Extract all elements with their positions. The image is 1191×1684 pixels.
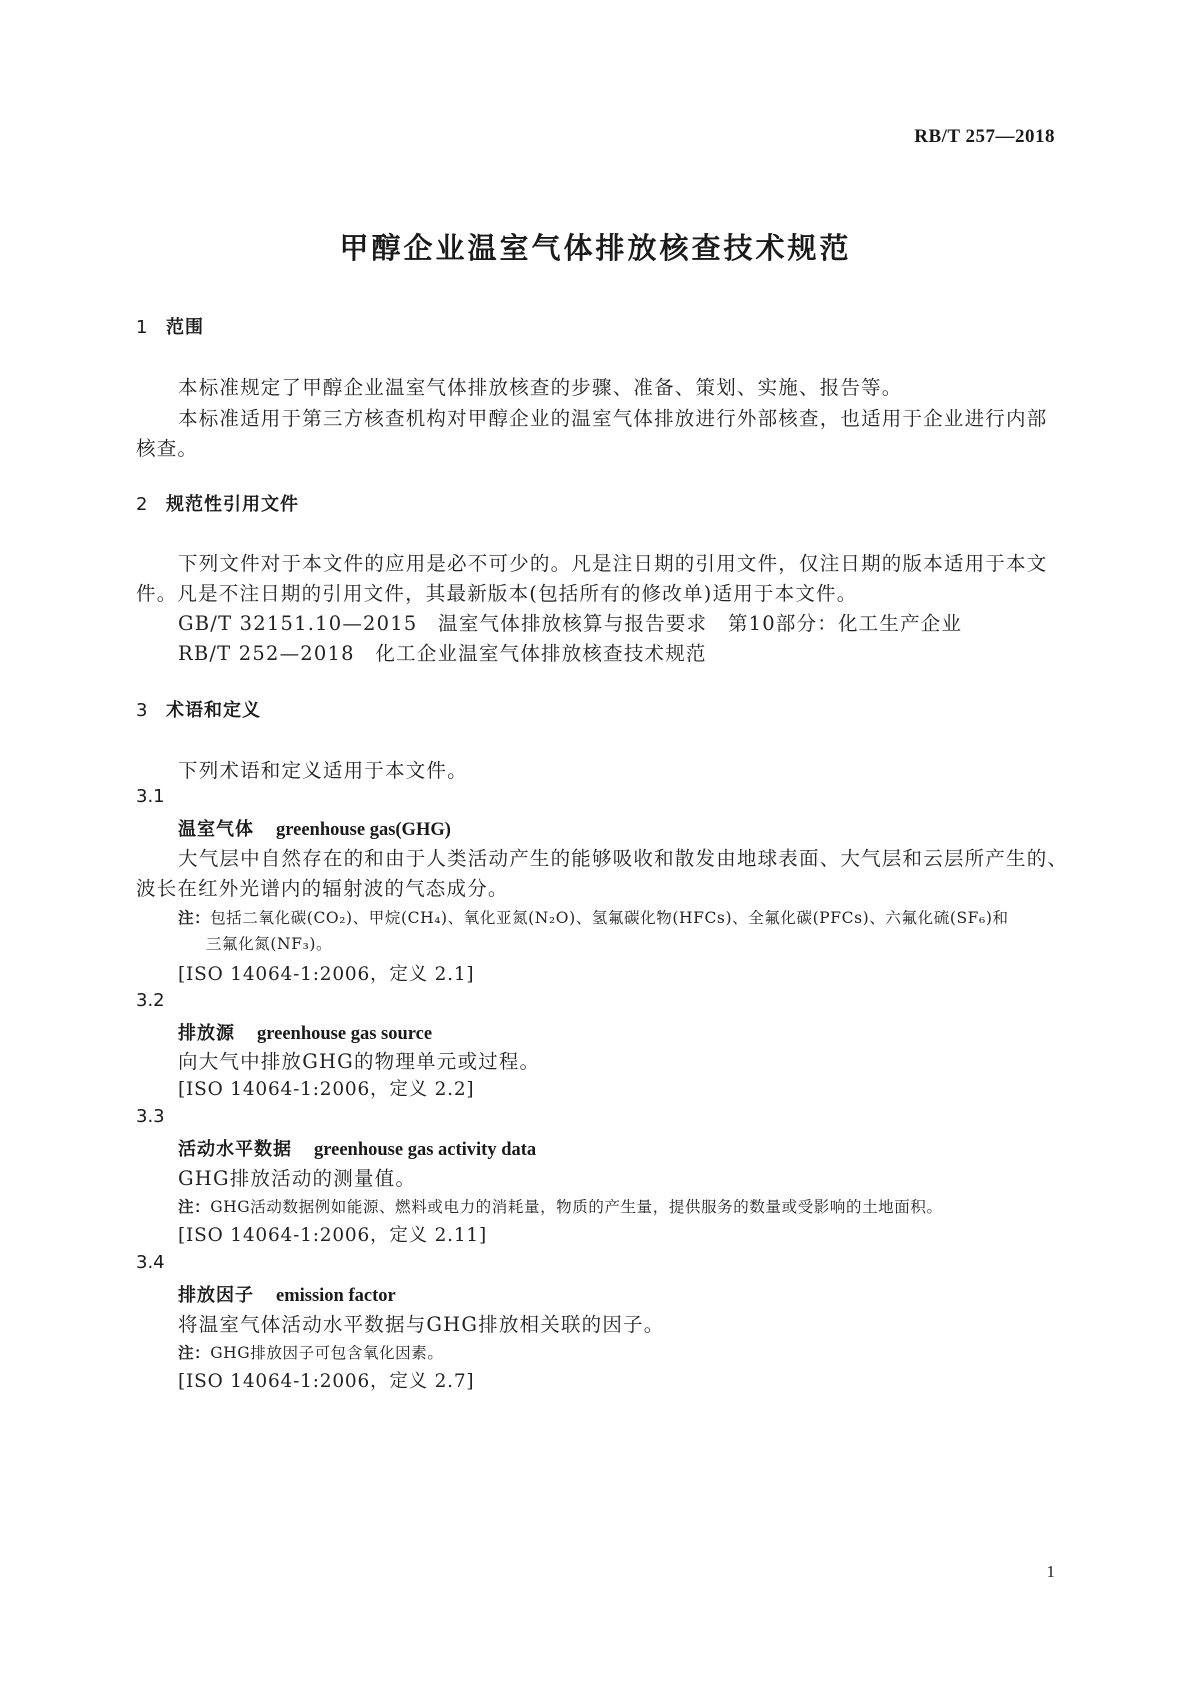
paragraph: 件。凡是不注日期的引用文件，其最新版本(包括所有的修改单)适用于本文件。 xyxy=(136,582,858,605)
section-title: 规范性引用文件 xyxy=(166,494,299,515)
term-en: greenhouse gas activity data xyxy=(314,1140,537,1160)
term-source: [ISO 14064-1:2006，定义 2.2] xyxy=(178,1079,475,1100)
term-definition: 大气层中自然存在的和由于人类活动产生的能够吸收和散发由地球表面、大气层和云层所产生的、 xyxy=(178,847,1069,870)
term-zh: 排放因子 xyxy=(178,1285,254,1306)
section-number: 2 xyxy=(136,494,149,515)
term-number: 3.4 xyxy=(136,1252,165,1273)
section-number: 3 xyxy=(136,700,149,721)
term-en: greenhouse gas(GHG) xyxy=(276,820,451,840)
term-note xyxy=(178,1341,444,1363)
term-source: [ISO 14064-1:2006，定义 2.11] xyxy=(178,1225,488,1246)
paragraph: 核查。 xyxy=(136,437,199,460)
paragraph: 下列术语和定义适用于本文件。 xyxy=(178,759,468,782)
note-label: 注： xyxy=(178,909,211,927)
note-text: GHG排放因子可包含氧化因素。 xyxy=(210,1344,444,1362)
term-number: 3.3 xyxy=(136,1106,165,1127)
term-zh: 活动水平数据 xyxy=(178,1139,292,1160)
note-label: 注： xyxy=(178,1344,211,1362)
term-heading xyxy=(178,1281,396,1307)
section-heading-scope xyxy=(136,313,204,339)
term-definition: 向大气中排放GHG的物理单元或过程。 xyxy=(178,1050,541,1073)
section-title: 范围 xyxy=(166,317,204,338)
term-heading xyxy=(178,815,451,841)
section-number: 1 xyxy=(136,317,149,338)
term-number: 3.2 xyxy=(136,990,165,1011)
reference-item: GB/T 32151.10—2015 温室气体排放核算与报告要求 第10部分：化工生产企业 xyxy=(178,612,963,635)
section-heading-terms-definitions xyxy=(136,696,261,722)
term-note-continuation: 三氟化氮(NF₃)。 xyxy=(206,935,333,953)
term-zh: 温室气体 xyxy=(178,819,254,840)
section-title: 术语和定义 xyxy=(166,700,261,721)
term-definition: GHG排放活动的测量值。 xyxy=(178,1167,417,1190)
term-en: emission factor xyxy=(276,1286,396,1306)
term-heading xyxy=(178,1019,432,1045)
note-text: GHG活动数据例如能源、燃料或电力的消耗量，物质的产生量，提供服务的数量或受影响的土地面积。 xyxy=(210,1198,943,1216)
term-definition: 波长在红外光谱内的辐射波的气态成分。 xyxy=(136,877,509,900)
paragraph: 本标准规定了甲醇企业温室气体排放核查的步骤、准备、策划、实施、报告等。 xyxy=(178,376,903,399)
note-text: 包括二氧化碳(CO₂)、甲烷(CH₄)、氧化亚氮(N₂O)、氢氟碳化物(HFCs)、全氟化碳(PFCs)、六氟化硫(SF₆)和 xyxy=(210,909,1009,927)
term-heading xyxy=(178,1135,536,1161)
term-note xyxy=(178,906,1009,928)
term-number: 3.1 xyxy=(136,786,165,807)
reference-item: RB/T 252—2018 化工企业温室气体排放核查技术规范 xyxy=(178,642,707,665)
term-definition: 将温室气体活动水平数据与GHG排放相关联的因子。 xyxy=(178,1313,665,1336)
term-zh: 排放源 xyxy=(178,1023,235,1044)
term-source: [ISO 14064-1:2006，定义 2.1] xyxy=(178,964,475,985)
document-title: 甲醇企业温室气体排放核查技术规范 xyxy=(339,231,852,265)
term-source: [ISO 14064-1:2006，定义 2.7] xyxy=(178,1371,475,1392)
page-number: 1 xyxy=(1046,1562,1055,1581)
term-note xyxy=(178,1195,943,1217)
note-label: 注： xyxy=(178,1198,211,1216)
term-en: greenhouse gas source xyxy=(257,1024,433,1044)
paragraph: 下列文件对于本文件的应用是必不可少的。凡是注日期的引用文件，仅注日期的版本适用于本文 xyxy=(178,552,1048,575)
section-heading-normative-references xyxy=(136,490,299,516)
document-code: RB/T 257—2018 xyxy=(914,126,1055,147)
paragraph: 本标准适用于第三方核查机构对甲醇企业的温室气体排放进行外部核查，也适用于企业进行内部 xyxy=(178,407,1048,430)
